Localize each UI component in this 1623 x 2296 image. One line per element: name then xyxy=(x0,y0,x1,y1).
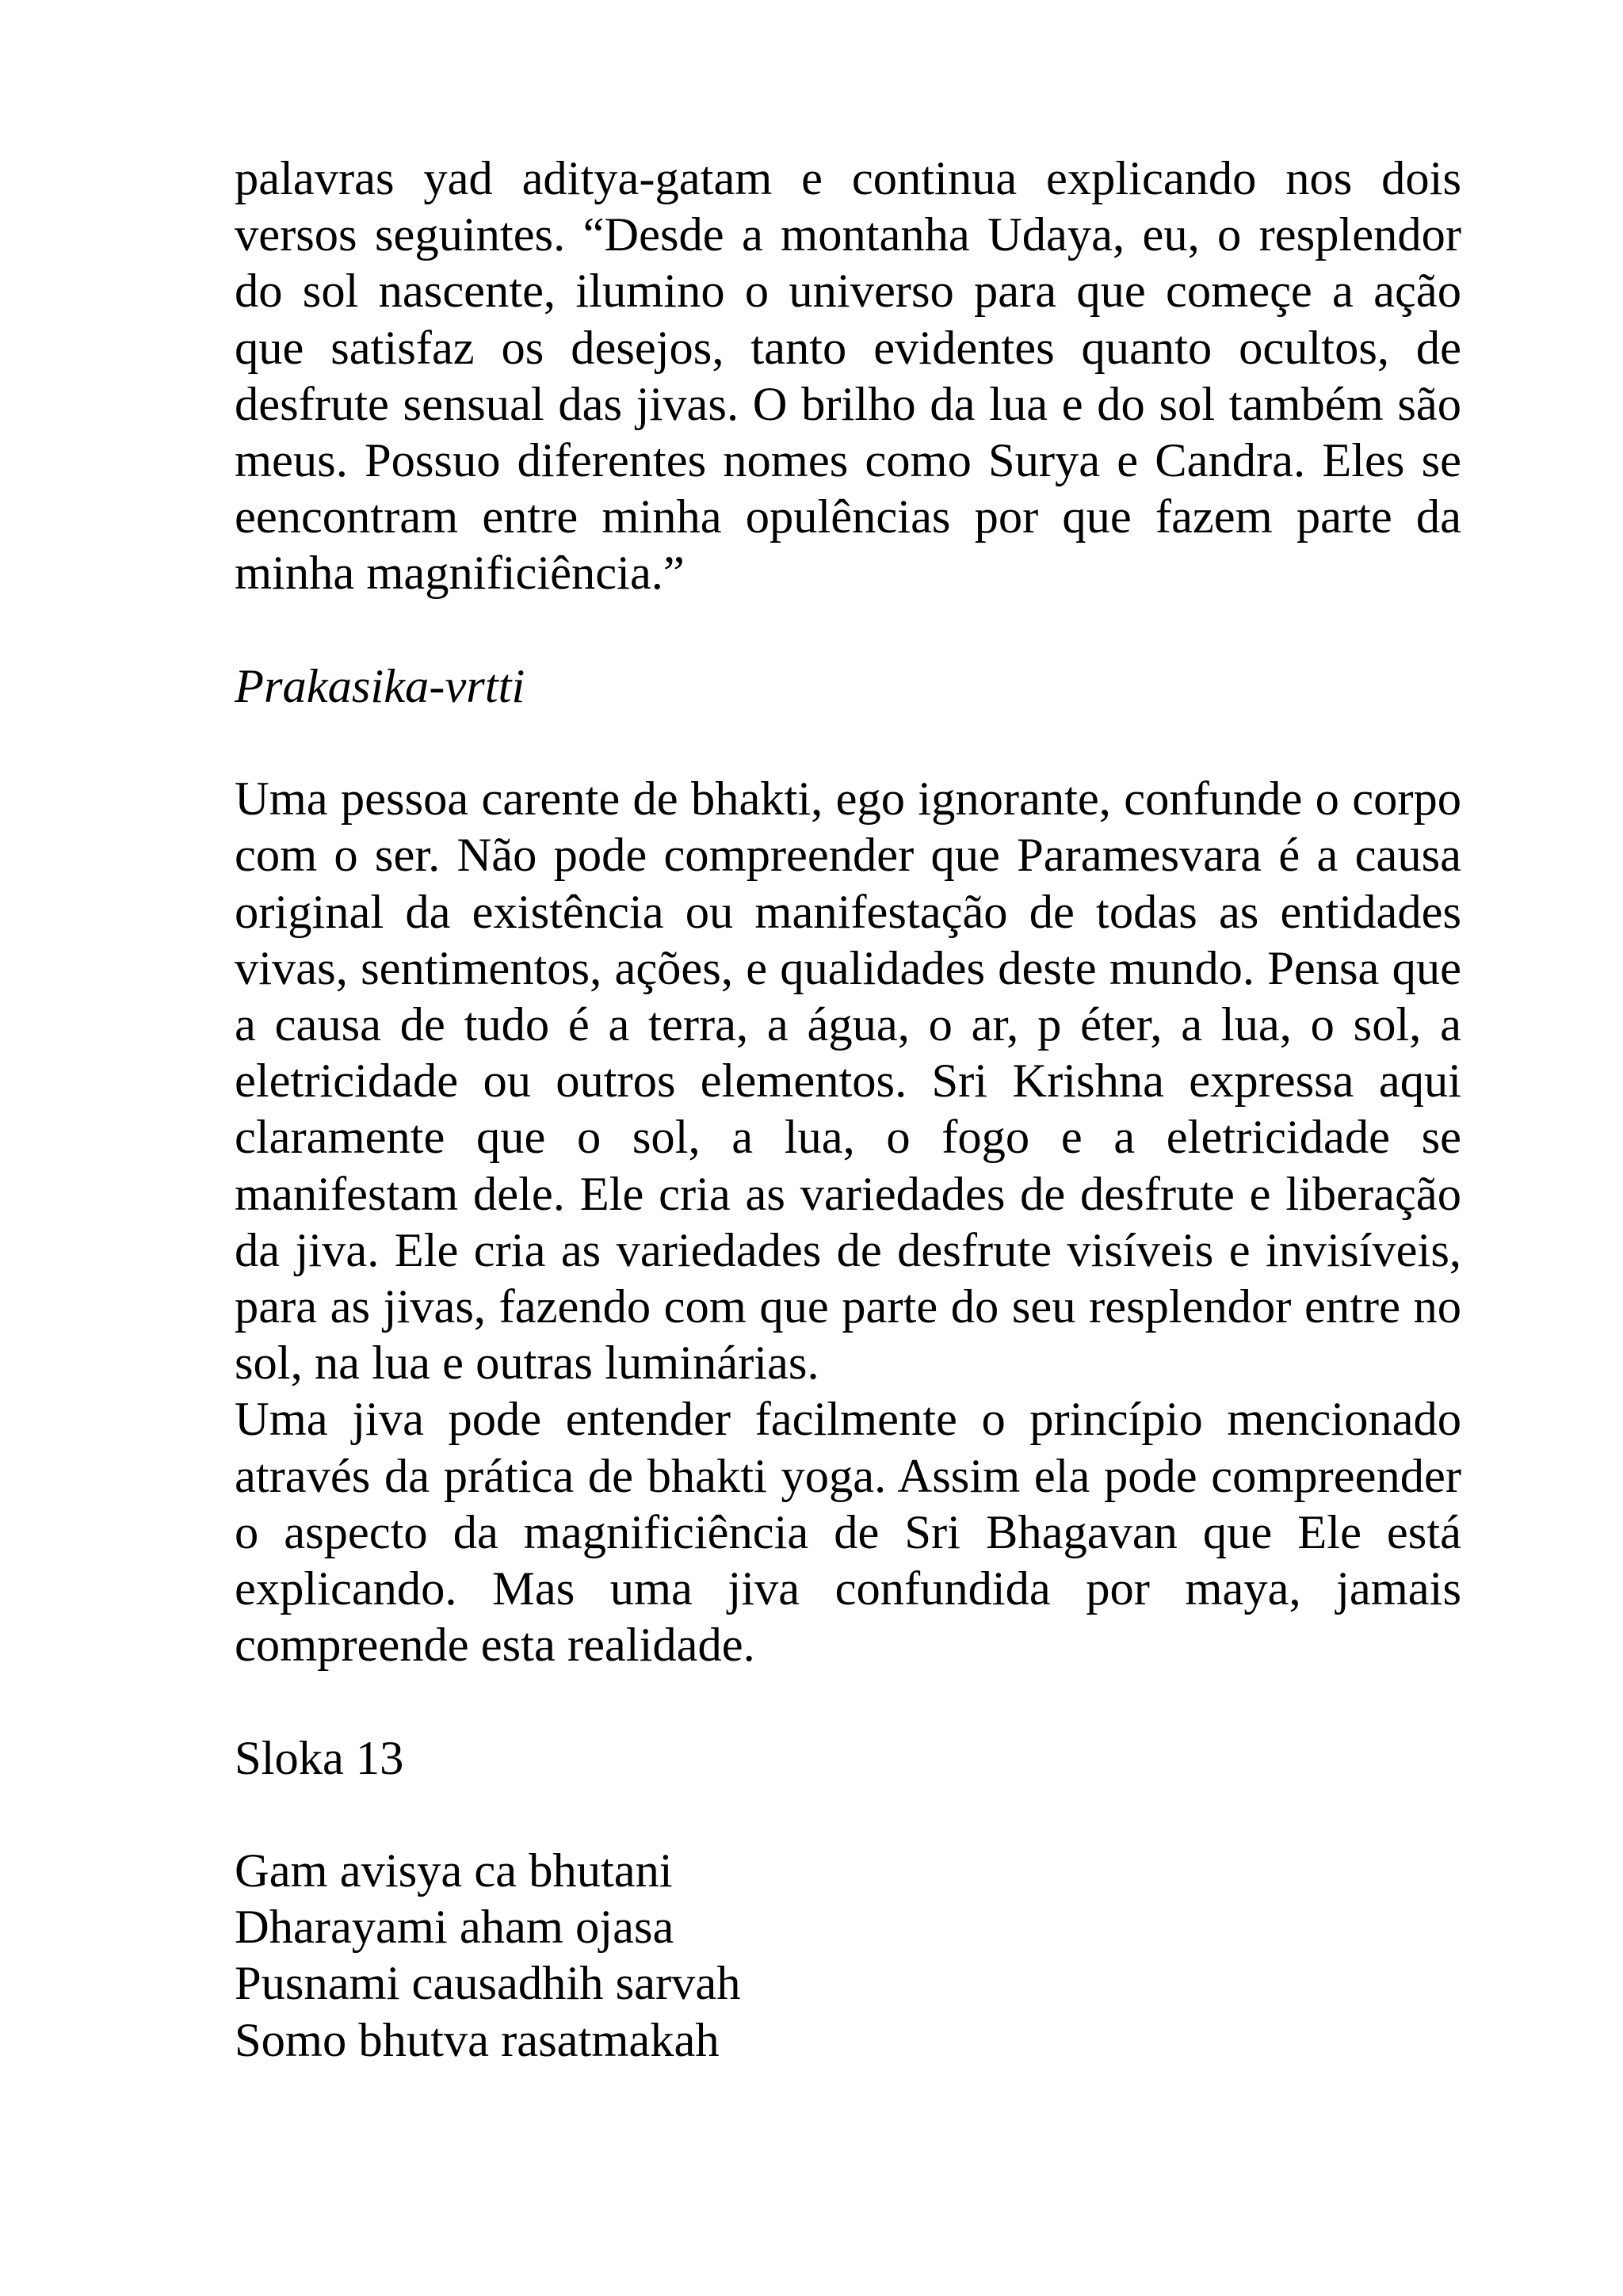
verse-line: Pusnami causadhih sarvah xyxy=(235,1957,741,2011)
spacer xyxy=(235,602,1461,658)
intro-paragraph: palavras yad aditya-gatam e continua explicando nos dois versos seguintes. “Desde a montanha Udaya, eu, o resplendor do sol nascente, ilumino o universo para que começe a ação que satisfaz os desejos, tanto evidentes quanto ocultos, de desfrute sensual das jivas. O brilho da lua e do sol também são meus. Possuo diferentes nomes como Surya e Candra. Eles se eencontram entre minha opulências por que fazem parte da minha magnificiência.” xyxy=(235,152,1461,601)
verse-line: Dharayami aham ojasa xyxy=(235,1901,674,1955)
sloka-verse xyxy=(235,1843,1461,2069)
commentary-paragraph-1: Uma pessoa carente de bhakti, ego ignorante, confunde o corpo com o ser. Não pode compreender que Paramesvara é a causa original da existência ou manifestação de todas as entidades vivas, sentimentos, ações, e qualidades deste mundo. Pensa que a causa de tudo é a terra, a água, o ar, p éter, a lua, o sol, a eletricidade ou outros elementos. Sri Krishna expressa aqui claramente que o sol, a lua, o fogo e a eletricidade se manifestam dele. Ele cria as variedades de desfrute e liberação da jiva. Ele cria as variedades de desfrute visíveis e invisíveis, para as jivas, fazendo com que parte do seu resplendor entre no sol, na lua e outras luminárias. xyxy=(235,772,1461,1390)
spacer xyxy=(235,715,1461,771)
verse-line: Gam avisya ca bhutani xyxy=(235,1844,673,1898)
sloka-heading: Sloka 13 xyxy=(235,1731,404,1785)
spacer xyxy=(235,1673,1461,1730)
commentary-paragraph-2: Uma jiva pode entender facilmente o princípio mencionado através da prática de bhakti yoga. Assim ela pode compreender o aspecto da magnificiência de Sri Bhagavan que Ele está explicando. Mas uma jiva confundida por maya, jamais compreende esta realidade. xyxy=(235,1393,1461,1672)
verse-line: Somo bhutva rasatmakah xyxy=(235,2013,720,2067)
commentary-title: Prakasika-vrtti xyxy=(235,659,525,713)
document-page xyxy=(235,151,1461,2069)
spacer xyxy=(235,1787,1461,1843)
